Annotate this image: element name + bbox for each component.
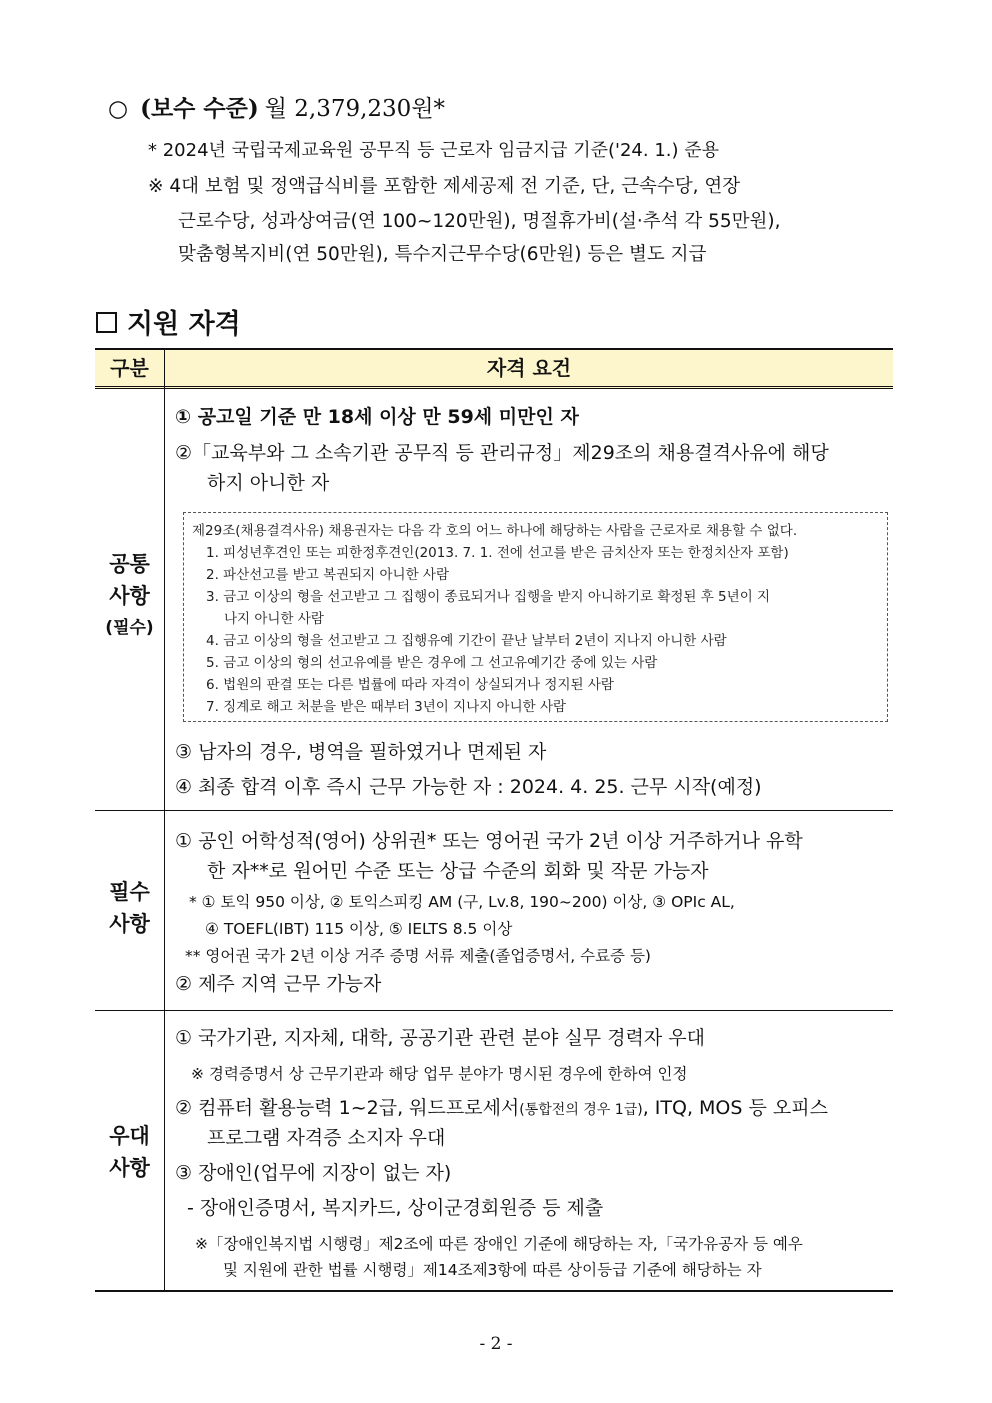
required-note-3: ** 영어권 국가 2년 이상 거주 증명 서류 제출(졸업증명서, 수료증 등) (185, 947, 651, 965)
pay-note-ref-1: ※ 4대 보험 및 정액급식비를 포함한 제세공제 전 기준, 단, 근속수당, 연장 (148, 176, 741, 197)
required-item-2: ② 제주 지역 근무 가능자 (175, 973, 382, 995)
page-number: - 2 - (479, 1334, 513, 1354)
preferred-item-3-note-1: ※「장애인복지법 시행령」제2조에 따른 장애인 기준에 해당하는 자,「국가유공자 등 예우 (195, 1235, 803, 1253)
law-line-4: 4. 금고 이상의 형을 선고받고 그 집행유예 기간이 끝난 날부터 2년이 지나지 아니한 사람 (206, 633, 727, 649)
table-bottom-border (95, 1290, 893, 1292)
law-excerpt-box (183, 512, 888, 722)
bullet-circle: ○ (108, 96, 129, 122)
pay-note-ref-2: 근로수당, 성과상여금(연 100~120만원), 명절휴가비(설·추석 각 55만원), (178, 211, 781, 232)
pay-value: 월 2,379,230원* (264, 96, 446, 122)
section-title-text: 지원 자격 (127, 309, 241, 340)
preferred-item-3-sub: - 장애인증명서, 복지카드, 상이군경회원증 등 제출 (187, 1197, 604, 1219)
category-required (95, 876, 164, 940)
required-note-1: * ① 토익 950 이상, ② 토익스피킹 AM (구, Lv.8, 190~200) 이상, ③ OPIc AL, (189, 893, 735, 911)
pay-label: (보수 수준) (140, 95, 259, 122)
category-preferred-line2: 사항 (109, 1156, 150, 1180)
row-divider-1 (95, 810, 893, 811)
qualification-table (95, 348, 893, 1292)
law-line-6: 6. 법원의 판결 또는 다른 법률에 따라 자격이 상실되거나 정지된 사람 (206, 677, 614, 693)
table-header (95, 348, 893, 389)
checkbox-square-icon (96, 312, 117, 333)
common-item-1: ① 공고일 기준 만 18세 이상 만 59세 미만인 자 (175, 406, 579, 428)
pay-level-line (108, 90, 445, 123)
category-preferred-line1: 우대 (109, 1124, 150, 1148)
column-divider (164, 384, 165, 1292)
required-item-1-line1: ① 공인 어학성적(영어) 상위권* 또는 영어권 국가 2년 이상 거주하거나 유학 (175, 830, 803, 852)
required-item-1-line2: 한 자**로 원어민 수준 또는 상급 수준의 회화 및 작문 가능자 (207, 860, 709, 882)
preferred-item-2-small: (통합전의 경우 1급) (519, 1102, 643, 1118)
category-common-line2: 사항 (109, 584, 150, 608)
required-note-2: ④ TOEFL(IBT) 115 이상, ⑤ IELTS 8.5 이상 (205, 920, 513, 938)
law-line-1: 1. 피성년후견인 또는 피한정후견인(2013. 7. 1. 전에 선고를 받은 금치산자 또는 한정치산자 포함) (206, 545, 789, 561)
law-line-7: 7. 징계로 해고 처분을 받은 때부터 3년이 지나지 아니한 사람 (206, 699, 567, 715)
header-category: 구분 (95, 350, 165, 386)
pay-note-ref-3: 맞춤형복지비(연 50만원), 특수지근무수당(6만원) 등은 별도 지급 (178, 244, 707, 265)
law-line-3: 3. 금고 이상의 형을 선고받고 그 집행이 종료되거나 집행을 받지 아니하기로 확정된 후 5년이 지 (206, 589, 771, 605)
law-line-2: 2. 파산선고를 받고 복권되지 아니한 사람 (206, 567, 449, 583)
header-requirements: 자격 요건 (486, 356, 572, 380)
law-line-3-cont: 나지 아니한 사람 (224, 611, 324, 627)
common-item-3: ③ 남자의 경우, 병역을 필하였거나 면제된 자 (175, 741, 547, 763)
law-line-5: 5. 금고 이상의 형의 선고유예를 받은 경우에 그 선고유예기간 중에 있는 사람 (206, 655, 658, 671)
common-item-2-line1: ②「교육부와 그 소속기관 공무직 등 관리규정」제29조의 채용결격사유에 해당 (175, 442, 829, 464)
preferred-item-2-main: ② 컴퓨터 활용능력 1~2급, 워드프로세서 (175, 1097, 520, 1119)
category-common (95, 548, 164, 644)
preferred-item-1: ① 국가기관, 지자체, 대학, 공공기관 관련 분야 실무 경력자 우대 (175, 1027, 706, 1049)
category-preferred (95, 1120, 164, 1184)
category-required-line2: 사항 (109, 912, 150, 936)
section-title (96, 302, 241, 341)
preferred-item-2 (175, 1093, 828, 1120)
preferred-item-3: ③ 장애인(업무에 지장이 없는 자) (175, 1162, 452, 1184)
preferred-item-3-note-2: 및 지원에 관한 법률 시행령」제14조제3항에 따른 상이등급 기준에 해당하는 자 (223, 1261, 762, 1279)
preferred-item-2-cont: 프로그램 자격증 소지자 우대 (207, 1127, 446, 1149)
row-divider-2 (95, 1010, 893, 1011)
law-line-0: 제29조(채용결격사유) 채용권자는 다음 각 호의 어느 하나에 해당하는 사람을 근로자로 채용할 수 없다. (192, 523, 798, 539)
preferred-item-2-tail: , ITQ, MOS 등 오피스 (642, 1097, 828, 1119)
preferred-item-1-note: ※ 경력증명서 상 근무기관과 해당 업무 분야가 명시된 경우에 한하여 인정 (191, 1065, 688, 1083)
category-common-line1: 공통 (109, 552, 150, 576)
pay-note-star: * 2024년 국립국제교육원 공무직 등 근로자 임금지급 기준('24. 1.) 준용 (148, 140, 720, 161)
category-required-line1: 필수 (109, 880, 150, 904)
common-item-4: ④ 최종 합격 이후 즉시 근무 가능한 자 : 2024. 4. 25. 근무 시작(예정) (175, 776, 762, 798)
category-common-line3: (필수) (105, 618, 154, 638)
common-item-2-line2: 하지 아니한 자 (207, 472, 330, 494)
